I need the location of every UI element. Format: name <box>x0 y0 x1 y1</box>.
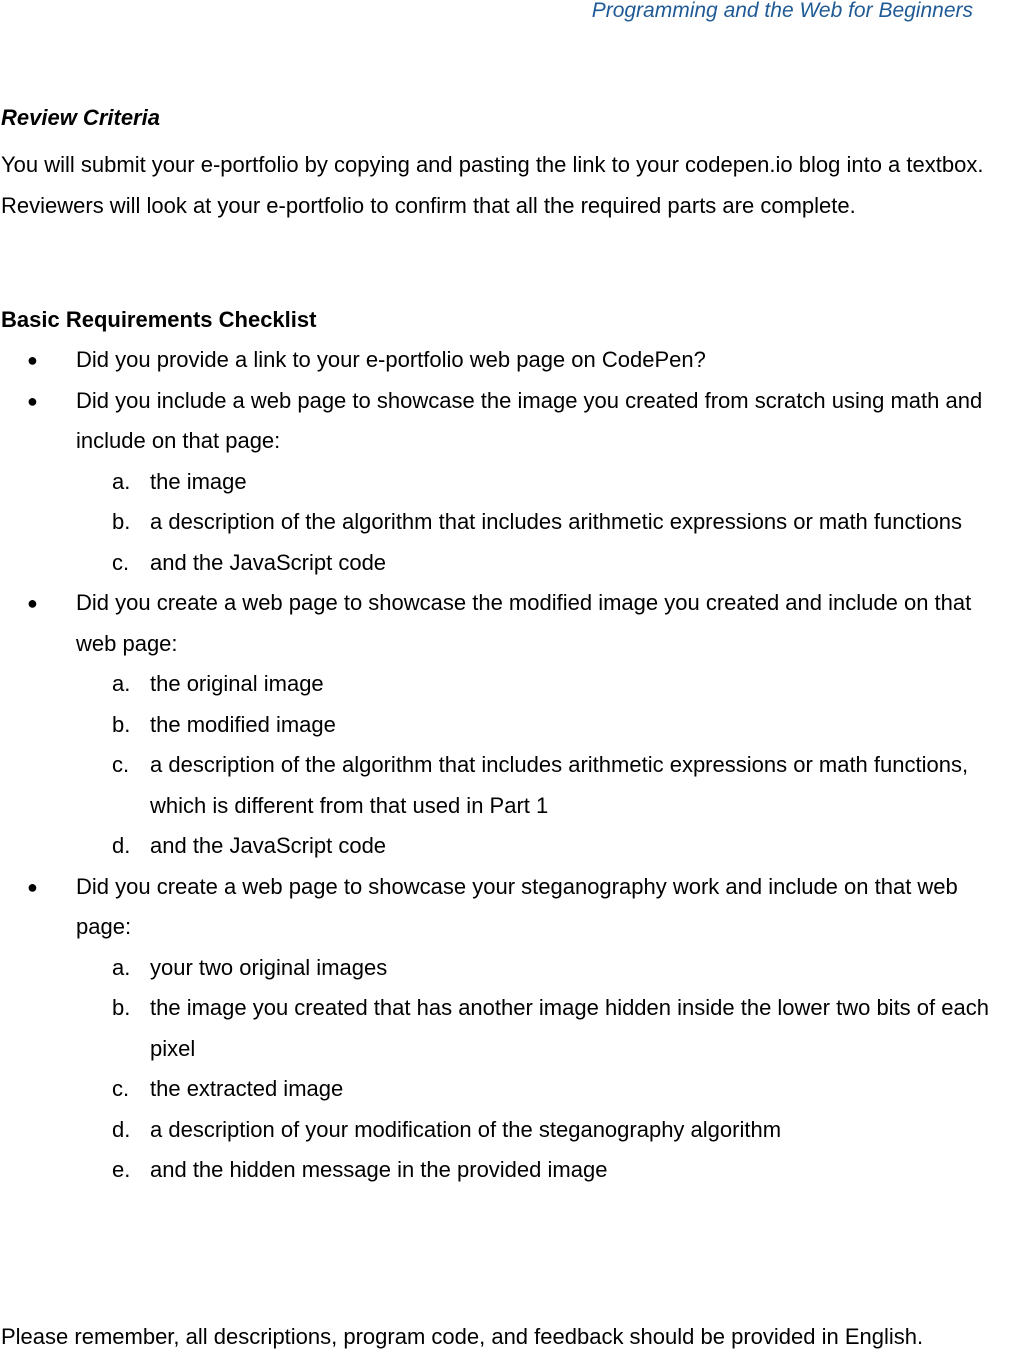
checklist-subitem <box>112 745 1015 826</box>
checklist-item <box>0 381 1015 584</box>
checklist-heading: Basic Requirements Checklist <box>1 307 317 332</box>
subitem-text: a description of your modification of the steganography algorithm <box>150 1116 782 1142</box>
checklist-subitem <box>112 462 1015 503</box>
checklist <box>0 340 1015 1191</box>
subitem-text: the modified image <box>150 711 336 737</box>
checklist-item <box>0 340 1015 381</box>
checklist-subitem <box>112 543 1015 584</box>
checklist-subitem <box>112 502 1015 543</box>
checklist-subitem <box>112 988 1015 1069</box>
bullet-icon: ● <box>27 876 38 897</box>
subitem-marker: a. <box>112 954 131 980</box>
subitem-marker: c. <box>112 1076 130 1101</box>
subitem-text: and the JavaScript code <box>150 549 387 575</box>
checklist-sublist <box>76 948 1015 1191</box>
checklist-item <box>0 867 1015 1191</box>
checklist-subitem <box>112 705 1015 746</box>
subitem-text: the image <box>150 468 247 494</box>
subitem-text: and the JavaScript code <box>150 833 387 858</box>
bullet-icon: ● <box>27 593 38 613</box>
subitem-text: the extracted image <box>150 1076 344 1101</box>
subitem-marker: b. <box>112 711 131 737</box>
subitem-text: a description of the algorithm that includes arithmetic expressions or math functions, which is different from that used in Part 1 <box>150 752 969 818</box>
subitem-marker: e. <box>112 1157 131 1182</box>
bullet-icon: ● <box>27 390 38 411</box>
checklist-sublist <box>76 664 1015 867</box>
checklist-sublist <box>76 462 1015 584</box>
subitem-text: your two original images <box>150 954 388 980</box>
checklist-item-text: Did you include a web page to showcase the image you created from scratch using math and include on that page: <box>76 387 983 453</box>
review-criteria-heading: Review Criteria <box>1 105 160 130</box>
subitem-marker: a. <box>112 468 131 494</box>
bullet-icon: ● <box>27 350 38 370</box>
subitem-marker: d. <box>112 833 131 858</box>
checklist-item-text: Did you provide a link to your e-portfolio web page on CodePen? <box>76 347 706 372</box>
subitem-marker: b. <box>112 509 131 534</box>
subitem-marker: b. <box>112 995 131 1020</box>
checklist-subitem <box>112 1069 1015 1110</box>
review-criteria-text: You will submit your e-portfolio by copying and pasting the link to your codepen.io blog into a textbox. Reviewers will look at your e-portfolio to confirm that all the required parts are complete. <box>1 152 984 218</box>
checklist-subitem <box>112 664 1015 705</box>
checklist-subitem <box>112 1150 1015 1191</box>
checklist-subitem <box>112 826 1015 867</box>
subitem-marker: c. <box>112 752 130 777</box>
subitem-marker: c. <box>112 549 130 575</box>
subitem-text: the original image <box>150 671 324 696</box>
subitem-text: a description of the algorithm that includes arithmetic expressions or math functions <box>150 509 962 534</box>
subitem-marker: a. <box>112 671 131 696</box>
footer-note: Please remember, all descriptions, program code, and feedback should be provided in English. <box>1 1324 924 1349</box>
checklist-subitem <box>112 948 1015 989</box>
checklist-item-text: Did you create a web page to showcase the modified image you created and include on that web page: <box>76 590 972 656</box>
subitem-marker: d. <box>112 1116 131 1142</box>
checklist-item-text: Did you create a web page to showcase your steganography work and include on that web page: <box>76 873 958 939</box>
page-header-title: Programming and the Web for Beginners <box>591 0 973 22</box>
subitem-text: the image you created that has another image hidden inside the lower two bits of each pixel <box>150 995 989 1061</box>
checklist-item <box>0 583 1015 867</box>
checklist-subitem <box>112 1110 1015 1151</box>
subitem-text: and the hidden message in the provided image <box>150 1157 608 1182</box>
